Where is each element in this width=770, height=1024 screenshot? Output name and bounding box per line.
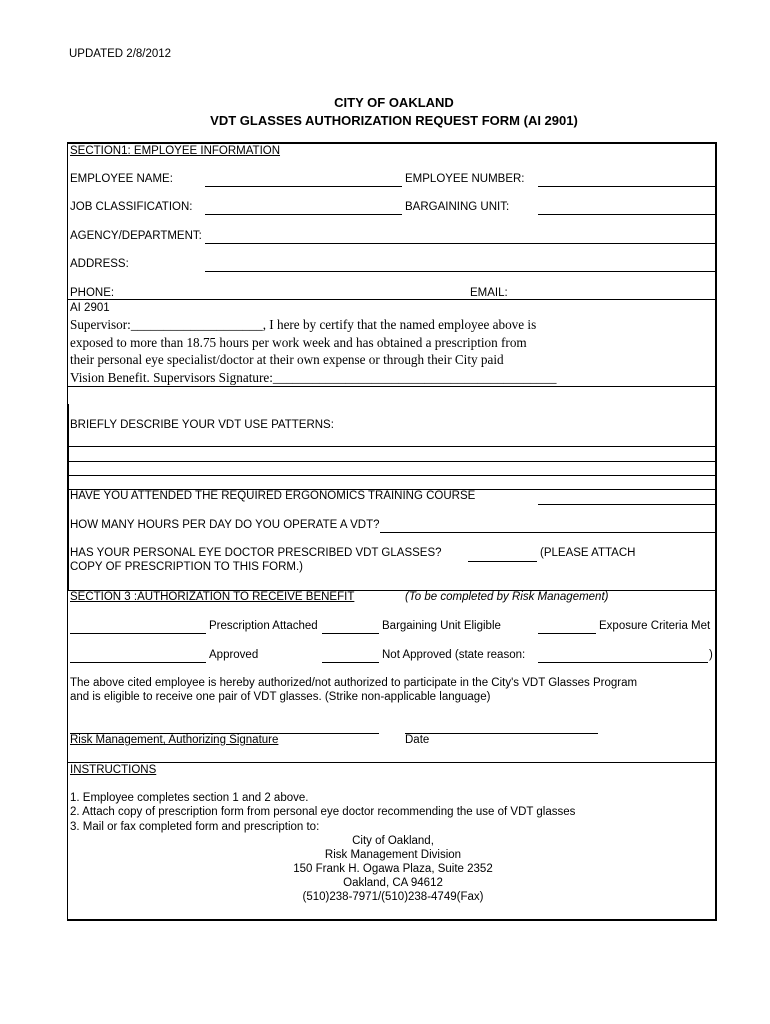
bargaining-eligible-field[interactable]	[322, 633, 379, 634]
instruction-step-2: 2. Attach copy of prescription form from personal eye doctor recommending the use of VDT glasses	[70, 806, 576, 818]
section2-left-bar	[67, 404, 69, 590]
supervisor-signature-label: Vision Benefit. Supervisors Signature:	[70, 370, 273, 385]
date-field[interactable]	[405, 733, 598, 734]
job-classification-field[interactable]	[205, 214, 402, 215]
ai-code: AI 2901	[70, 302, 110, 314]
mail-address-line-1: City of Oakland,	[352, 835, 434, 847]
exposure-met-label: Exposure Criteria Met	[599, 620, 711, 632]
hours-question: HOW MANY HOURS PER DAY DO YOU OPERATE A VDT?	[70, 519, 380, 531]
not-approved-field[interactable]	[322, 662, 379, 663]
supervisor-signature-field[interactable]: ___________________________________________	[272, 370, 557, 385]
hours-answer-field[interactable]	[380, 532, 715, 533]
agency-department-field[interactable]	[205, 243, 715, 244]
attach-instruction-cont: COPY OF PRESCRIPTION TO THIS FORM.)	[70, 561, 304, 573]
form-title: VDT GLASSES AUTHORIZATION REQUEST FORM (AI 2901)	[210, 113, 578, 128]
employee-number-label: EMPLOYEE NUMBER:	[405, 173, 525, 185]
bargaining-eligible-label: Bargaining Unit Eligible	[382, 620, 501, 632]
mail-address-line-2: Risk Management Division	[324, 849, 462, 861]
agency-department-label: AGENCY/DEPARTMENT:	[70, 230, 202, 242]
not-approved-reason-field[interactable]	[538, 662, 708, 663]
section1-header: SECTION1: EMPLOYEE INFORMATION	[70, 145, 281, 157]
employee-name-label: EMPLOYEE NAME:	[70, 173, 173, 185]
supervisor-bottom-rule	[67, 386, 717, 387]
not-approved-label: Not Approved (state reason:	[382, 649, 526, 661]
bargaining-unit-label: BARGAINING UNIT:	[405, 201, 510, 213]
section3-bottom-rule	[67, 762, 717, 763]
prescription-attached-field[interactable]	[70, 633, 206, 634]
section1-bottom-rule	[67, 299, 717, 300]
email-label: EMAIL:	[470, 287, 508, 299]
date-label: Date	[405, 734, 430, 746]
mail-address-line-5: (510)238-7971/(510)238-4749(Fax)	[302, 891, 484, 903]
risk-signature-label: Risk Management, Authorizing Signature	[70, 734, 279, 746]
training-answer-field[interactable]	[538, 504, 715, 505]
prescribed-question: HAS YOUR PERSONAL EYE DOCTOR PRESCRIBED VDT GLASSES?	[70, 547, 442, 559]
supervisor-line-3: their personal eye specialist/doctor at their own expense or through their City paid	[70, 352, 504, 367]
supervisor-certify-text: , I here by certify that the named employee above is	[262, 317, 537, 332]
prescription-attached-label: Prescription Attached	[209, 620, 318, 632]
updated-date: UPDATED 2/8/2012	[69, 48, 172, 60]
bargaining-unit-field[interactable]	[538, 214, 715, 215]
attach-instruction: (PLEASE ATTACH	[540, 547, 636, 559]
job-classification-label: JOB CLASSIFICATION:	[70, 201, 193, 213]
frame-top	[67, 142, 717, 144]
describe-field-line-2[interactable]	[67, 461, 717, 462]
supervisor-line-1	[70, 317, 536, 333]
not-approved-close-paren: )	[709, 649, 713, 661]
address-field[interactable]	[205, 271, 715, 272]
describe-field-line-1[interactable]	[67, 446, 717, 447]
mail-address-line-4: Oakland, CA 94612	[343, 877, 443, 889]
mail-address-line-3: 150 Frank H. Ogawa Plaza, Suite 2352	[293, 863, 493, 875]
describe-field-line-3[interactable]	[67, 475, 717, 476]
phone-label: PHONE:	[70, 287, 115, 299]
approved-field[interactable]	[70, 662, 206, 663]
supervisor-line-2: exposed to more than 18.75 hours per work week and has obtained a prescription from	[70, 335, 527, 350]
section3-note: (To be completed by Risk Management)	[405, 591, 609, 603]
prescribed-answer-field[interactable]	[468, 561, 537, 562]
supervisor-name-field[interactable]: ____________________	[130, 317, 263, 332]
employee-name-field[interactable]	[205, 186, 402, 187]
instruction-step-1: 1. Employee completes section 1 and 2 above.	[70, 792, 309, 804]
approved-label: Approved	[209, 649, 259, 661]
training-question: HAVE YOU ATTENDED THE REQUIRED ERGONOMICS TRAINING COURSE	[70, 490, 476, 502]
authorization-statement-1: The above cited employee is hereby authorized/not authorized to participate in the City's VDT Glasses Program	[70, 677, 638, 689]
instruction-step-3: 3. Mail or fax completed form and prescription to:	[70, 821, 320, 833]
instructions-header: INSTRUCTIONS	[70, 764, 157, 776]
title-city: CITY OF OAKLAND	[334, 95, 454, 110]
frame-bottom	[67, 919, 717, 921]
address-label: ADDRESS:	[70, 258, 129, 270]
supervisor-line-4	[70, 370, 556, 386]
describe-label: BRIEFLY DESCRIBE YOUR VDT USE PATTERNS:	[70, 419, 334, 431]
employee-number-field[interactable]	[538, 186, 715, 187]
supervisor-label: Supervisor:	[70, 317, 131, 332]
frame-right	[715, 142, 717, 921]
exposure-met-field[interactable]	[538, 633, 596, 634]
section3-header: SECTION 3 :AUTHORIZATION TO RECEIVE BENEFIT	[70, 591, 355, 603]
authorization-statement-2: and is eligible to receive one pair of VDT glasses. (Strike non-applicable language)	[70, 691, 491, 703]
